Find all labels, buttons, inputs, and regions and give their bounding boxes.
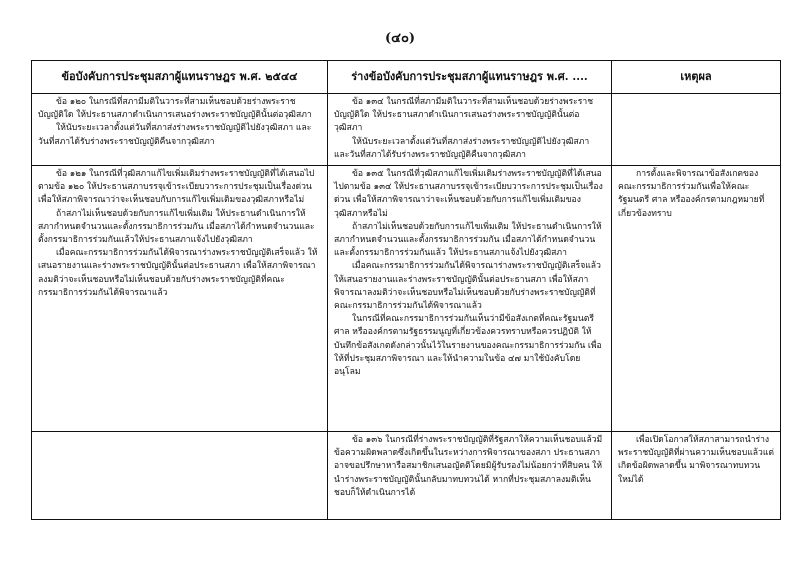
header-reason: เหตุผล [612, 61, 781, 94]
paragraph: เพื่อเปิดโอกาสให้สภาสามารถนำร่างพระราชบัญญัติที่ผ่านความเห็นชอบแล้วแต่เกิดข้อผิดพลาดขึ้น มาพิจารณาทบทวนใหม่ได้ [618, 435, 774, 485]
current-regulation-cell [32, 94, 328, 166]
reason-cell [612, 166, 781, 432]
table-row [32, 94, 781, 166]
paragraph: ข้อ ๑๓๖ ในกรณีที่ร่างพระราชบัญญัติที่รัฐสภาให้ความเห็นชอบแล้วมีข้อความผิดพลาดซึ่งเกิดขึ้นในระหว่างการพิจารณาของสภา ประธานสภาอาจขอปรึกษาหารือสมาชิกเสนอญัตติโดยมิผู้รับรองไม่น้อยกว่าที่สิบคน ให้นำร่างพระราชบัญญัตินั้นกลับมาทบทวนได้ หากที่ประชุมสภาลงมติเห็นชอบก็ให้ดำเนินการได้ [334, 435, 603, 498]
header-draft-regulation: ร่างข้อบังคับการประชุมสภาผู้แทนราษฎร พ.ศ. .... [328, 61, 612, 94]
current-regulation-cell [32, 432, 328, 520]
paragraph: ข้อ ๑๓๔ ในกรณีที่สภามีมติในวาระที่สามเห็นชอบด้วยร่างพระราชบัญญัติใด ให้ประธานสภาดำเนินการเสนอร่างพระราชบัญญัตินั้นต่อวุฒิสภา [334, 97, 594, 134]
paragraph: เมื่อคณะกรรมาธิการร่วมกันได้พิจารณาร่างพระราชบัญญัติเสร็จแล้ว ให้เสนอรายงานและร่างพระราชบัญญัตินั้นต่อประธานสภา เพื่อให้สภาพิจารณาลงมติว่าจะเห็นชอบหรือไม่เห็นชอบด้วยกับร่างพระราชบัญญัติที่คณะกรรมาธิการร่วมกันได้พิจารณาแล้ว [38, 248, 318, 298]
table-header-row [32, 61, 781, 94]
table-row [32, 432, 781, 520]
paragraph: การตั้งและพิจารณาข้อสังเกตของคณะกรรมาธิการร่วมกันเพื่อให้คณะรัฐมนตรี ศาล หรือองค์กรตามกฎหมายที่เกี่ยวข้องทราบ [618, 169, 765, 219]
paragraph: ข้อ ๑๒๐ ในกรณีที่สภามีมติในวาระที่สามเห็นชอบด้วยร่างพระราชบัญญัติใด ให้ประธานสภาดำเนินการเสนอร่างพระราชบัญญัตินั้นต่อวุฒิสภา [38, 97, 312, 121]
reason-cell [612, 94, 781, 166]
draft-regulation-cell [328, 94, 612, 166]
paragraph: ในกรณีที่คณะกรรมาธิการร่วมกันเห็นว่ามีข้อสังเกตที่คณะรัฐมนตรี ศาล หรือองค์กรตามรัฐธรรมนูญที่เกี่ยวข้องควรทราบหรือควรปฏิบัติ ให้บันทึกข้อสังเกตดังกล่าวนั้นไว้ในรายงานของคณะกรรมาธิการร่วมกัน เพื่อให้ที่ประชุมสภาพิจารณา และให้นำความในข้อ ๔๗ มาใช้บังคับโดยอนุโลม [334, 314, 602, 378]
draft-regulation-cell [328, 432, 612, 520]
draft-regulation-cell [328, 166, 612, 432]
table-row [32, 166, 781, 432]
current-regulation-cell [32, 166, 328, 432]
paragraph: ข้อ ๑๒๑ ในกรณีที่วุฒิสภาแก้ไขเพิ่มเติมร่างพระราชบัญญัติที่ได้เสนอไปตามข้อ ๑๒๐ ให้ประธานสภาบรรจุเข้าระเบียบวาระการประชุมเป็นเรื่องด่วน เพื่อให้สภาพิจารณาว่าจะเห็นชอบกับการแก้ไขเพิ่มเติมของวุฒิสภาหรือไม่ [38, 169, 315, 206]
paragraph: เมื่อคณะกรรมาธิการร่วมกันได้พิจารณาร่างพระราชบัญญัติเสร็จแล้ว ให้เสนอรายงานและร่างพระราชบัญญัตินั้นต่อประธานสภา เพื่อให้สภาพิจารณาลงมติว่าจะเห็นชอบหรือไม่เห็นชอบด้วยกับร่างพระราชบัญญัติที่คณะกรรมาธิการร่วมกันได้พิจารณาแล้ว [334, 261, 601, 312]
header-current-regulation: ข้อบังคับการประชุมสภาผู้แทนราษฎร พ.ศ. ๒๕๔๔ [32, 61, 328, 94]
reason-cell [612, 432, 781, 520]
paragraph: ข้อ ๑๓๕ ในกรณีที่วุฒิสภาแก้ไขเพิ่มเติมร่างพระราชบัญญัติที่ได้เสนอไปตามข้อ ๑๓๔ ให้ประธานสภาบรรจุเข้าระเบียบวาระการประชุมเป็นเรื่องด่วน เพื่อให้สภาพิจารณาว่าจะเห็นชอบด้วยกับการแก้ไขเพิ่มเติมของวุฒิสภาหรือไม่ [334, 169, 603, 219]
page-number: (๔๐) [384, 31, 416, 46]
paragraph: ถ้าสภาไม่เห็นชอบด้วยกับการแก้ไขเพิ่มเติม ให้ประธานดำเนินการให้สภากำหนดจำนวนและตั้งกรรมาธิการร่วมกัน เมื่อสภาได้กำหนดจำนวนและตั้งกรรมาธิการร่วมกันแล้วให้ประธานสภาแจ้งไปยังวุฒิสภา [38, 208, 315, 246]
paragraph: ให้นับระยะเวลาตั้งแต่วันที่สภาส่งร่างพระราชบัญญัติไปยังวุฒิสภา และวันที่สภาได้รับร่างพระราชบัญญัติคืนจากวุฒิสภา [334, 136, 590, 160]
paragraph: ถ้าสภาไม่เห็นชอบด้วยกับการแก้ไขเพิ่มเติม ให้ประธานดำเนินการให้สภากำหนดจำนวนและตั้งกรรมาธิการร่วมกัน เมื่อสภาได้กำหนดจำนวนและตั้งกรรมาธิการร่วมกันแล้ว ให้ประธานสภาแจ้งไปยังวุฒิสภา [334, 221, 602, 259]
comparison-table [31, 60, 781, 520]
paragraph: ให้นับระยะเวลาตั้งแต่วันที่สภาส่งร่างพระราชบัญญัติไปยังวุฒิสภา และวันที่สภาได้รับร่างพระราชบัญญัติคืนจากวุฒิสภา [38, 123, 312, 147]
